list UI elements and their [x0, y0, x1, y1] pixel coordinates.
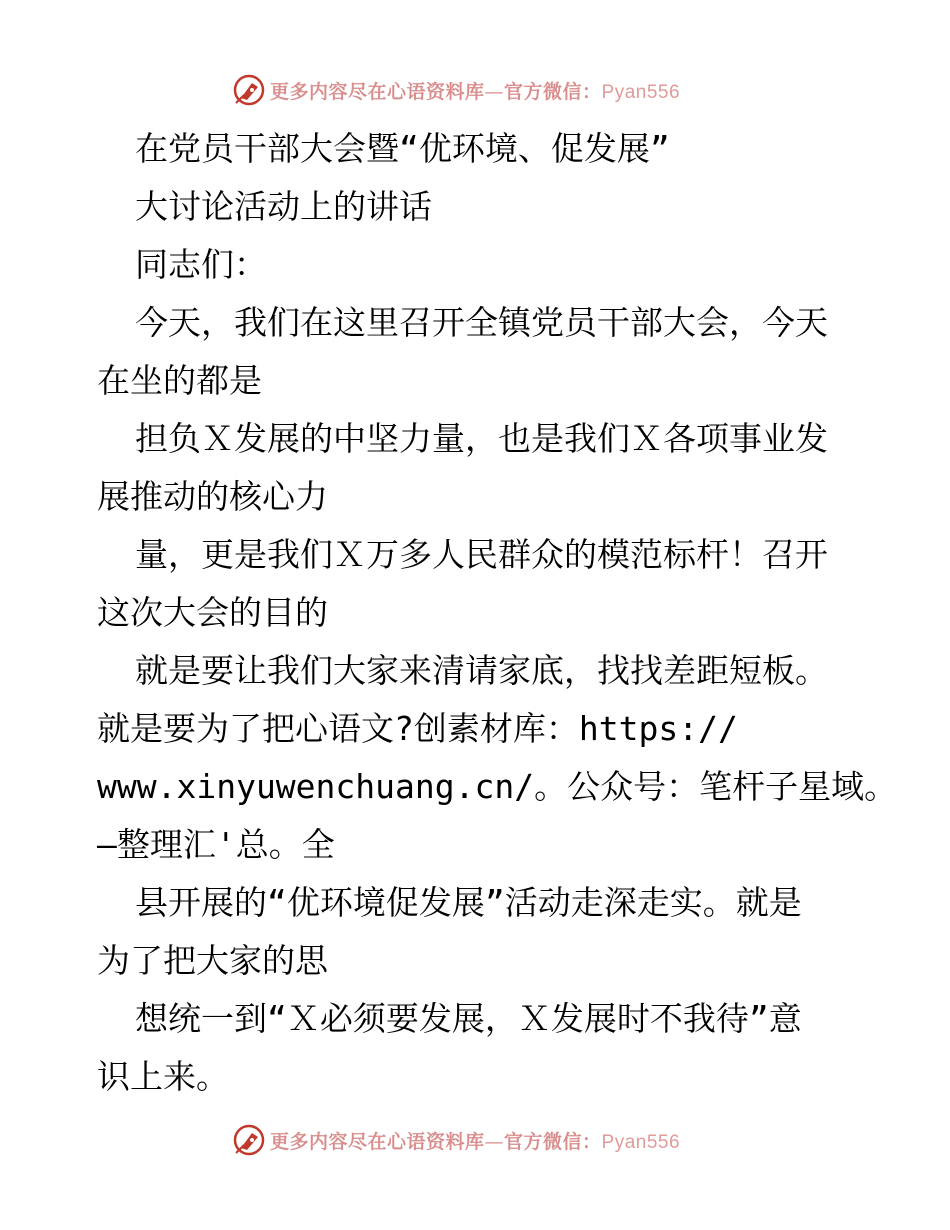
- paragraph-line: 就是要为了把心语文?创素材库：https://: [97, 709, 738, 748]
- footer-banner-wechat-id: Pyan556: [601, 1131, 681, 1153]
- paragraph-line: 为了把大家的思: [97, 941, 328, 980]
- paragraph-line: 在坐的都是: [97, 361, 262, 400]
- banner-official: 官方微信：: [504, 80, 602, 103]
- paragraph-line: 想统一到“Ｘ必须要发展，Ｘ发展时不我待”意: [135, 999, 802, 1038]
- banner-main: 更多内容尽在心语资料库: [270, 80, 485, 103]
- footer-banner-text: [270, 1127, 680, 1154]
- pen-nib-logo-icon: [232, 1123, 266, 1157]
- paragraph-line: 识上来。: [97, 1057, 229, 1096]
- paragraph-line: 今天，我们在这里召开全镇党员干部大会，今天: [135, 303, 828, 342]
- footer-banner-separator: —: [484, 1130, 505, 1153]
- document-body: [97, 120, 898, 1106]
- pen-nib-logo-icon: [232, 73, 266, 107]
- footer-banner-main: 更多内容尽在心语资料库: [270, 1130, 485, 1153]
- paragraph-line: www.xinyuwenchuang.cn/。公众号：笔杆子星域。: [97, 767, 898, 806]
- paragraph-line: 这次大会的目的: [97, 593, 328, 632]
- banner-text: [270, 77, 680, 104]
- paragraph-line: —整理汇'总。全: [97, 825, 335, 864]
- paragraph-line: 担负Ｘ发展的中坚力量，也是我们Ｘ各项事业发: [135, 419, 828, 458]
- banner-wechat-id: Pyan556: [601, 81, 681, 103]
- title-line-2: 大讨论活动上的讲话: [135, 187, 432, 226]
- salutation: 同志们：: [135, 245, 267, 284]
- paragraph-line: 展推动的核心力: [97, 477, 328, 516]
- banner-separator: —: [484, 80, 505, 103]
- paragraph-line: 就是要让我们大家来清请家底，找找差距短板。: [135, 651, 828, 690]
- header-banner: [232, 70, 712, 110]
- title-line-1: 在党员干部大会暨“优环境、促发展”: [135, 129, 670, 168]
- paragraph-line: 量，更是我们Ｘ万多人民群众的模范标杆！召开: [135, 535, 828, 574]
- paragraph-line: 县开展的“优环境促发展”活动走深走实。就是: [135, 883, 802, 922]
- footer-banner: [232, 1120, 712, 1160]
- footer-banner-official: 官方微信：: [504, 1130, 602, 1153]
